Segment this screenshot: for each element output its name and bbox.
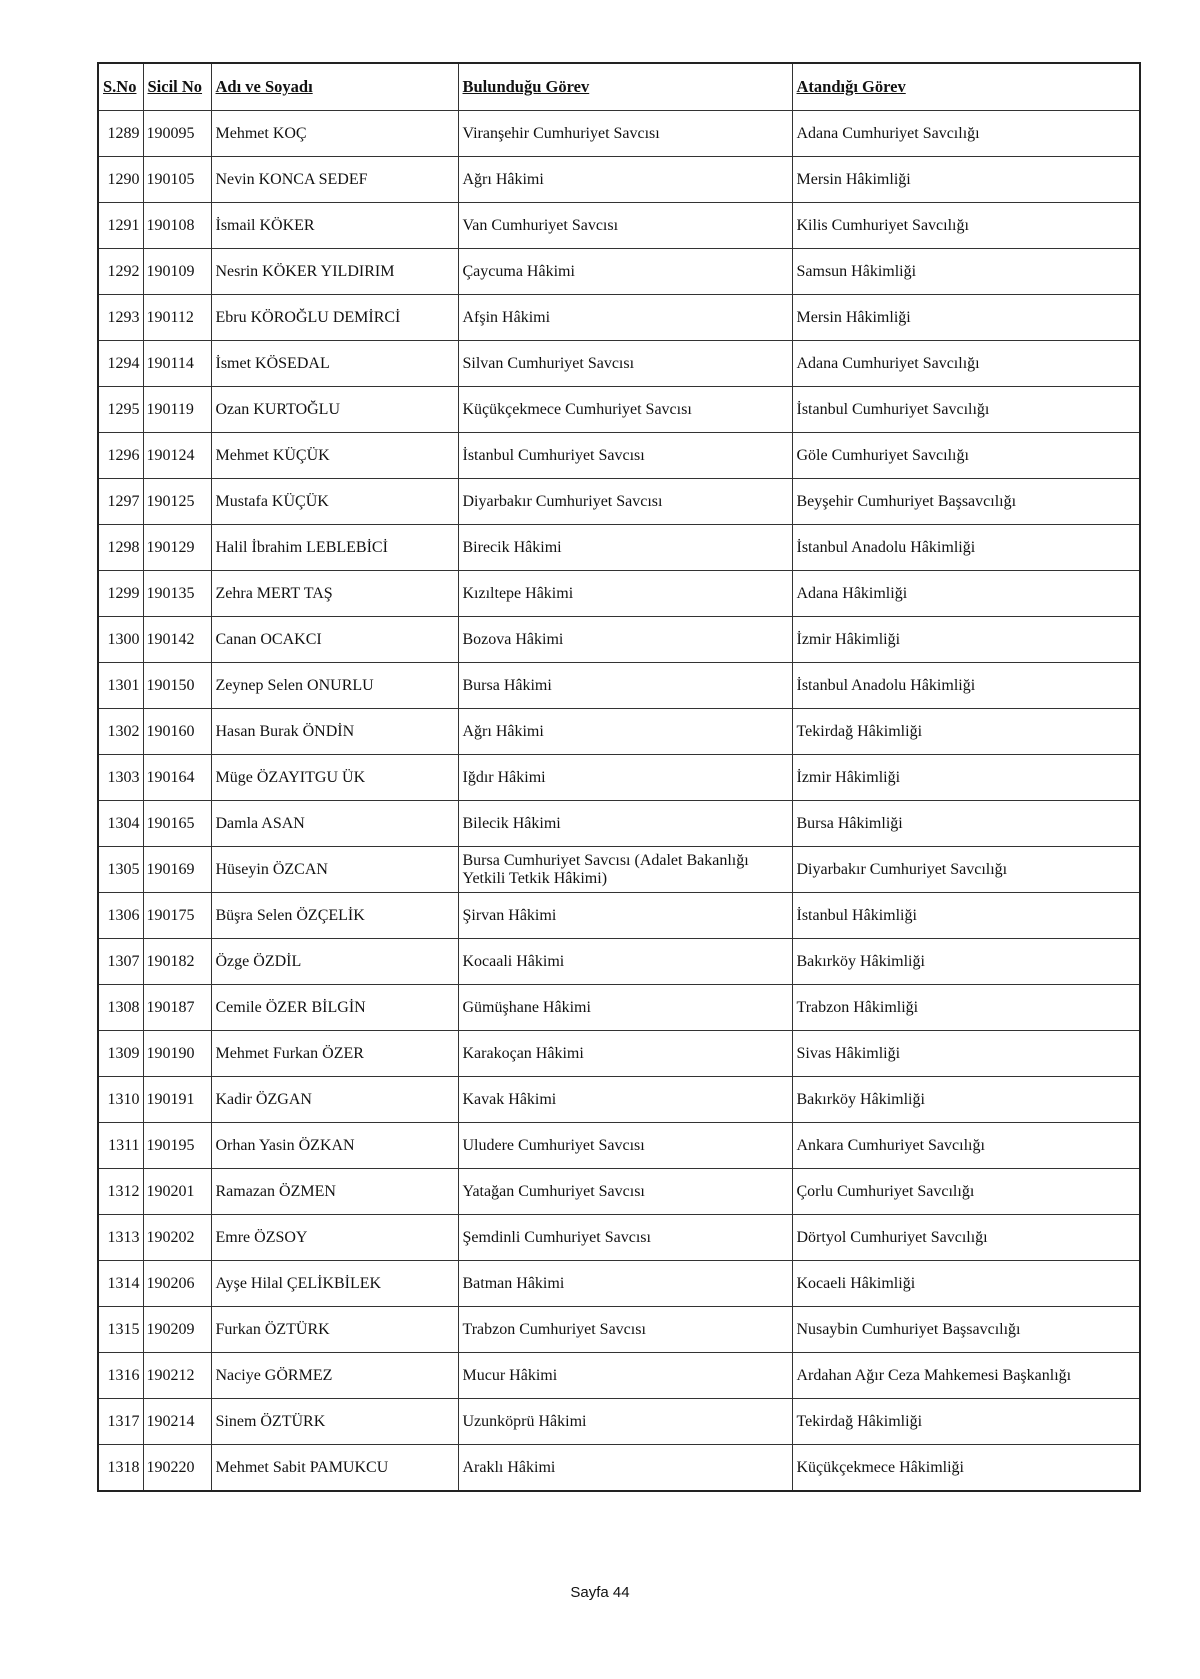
table-row [98, 1031, 1140, 1077]
cell-current-post: Şemdinli Cumhuriyet Savcısı [458, 1215, 792, 1261]
cell-assigned-post: Tekirdağ Hâkimliği [792, 1399, 1140, 1445]
table-body [98, 111, 1140, 1492]
cell-sno: 1296 [98, 433, 143, 479]
cell-current-post: Küçükçekmece Cumhuriyet Savcısı [458, 387, 792, 433]
cell-sno: 1301 [98, 663, 143, 709]
cell-name: Ozan KURTOĞLU [211, 387, 458, 433]
cell-sicil: 190182 [143, 939, 211, 985]
table-row [98, 755, 1140, 801]
cell-assigned-post: Adana Hâkimliği [792, 571, 1140, 617]
cell-current-post: Diyarbakır Cumhuriyet Savcısı [458, 479, 792, 525]
table-row [98, 295, 1140, 341]
cell-name: Kadir ÖZGAN [211, 1077, 458, 1123]
cell-sno: 1307 [98, 939, 143, 985]
table-row [98, 341, 1140, 387]
table-row [98, 985, 1140, 1031]
cell-current-post: Kocaali Hâkimi [458, 939, 792, 985]
cell-sno: 1291 [98, 203, 143, 249]
cell-sicil: 190108 [143, 203, 211, 249]
header-sicil: Sicil No [143, 63, 211, 111]
cell-assigned-post: Göle Cumhuriyet Savcılığı [792, 433, 1140, 479]
cell-sno: 1290 [98, 157, 143, 203]
cell-sno: 1317 [98, 1399, 143, 1445]
cell-sno: 1311 [98, 1123, 143, 1169]
cell-current-post: Iğdır Hâkimi [458, 755, 792, 801]
cell-sicil: 190129 [143, 525, 211, 571]
cell-assigned-post: İstanbul Anadolu Hâkimliği [792, 525, 1140, 571]
cell-assigned-post: Trabzon Hâkimliği [792, 985, 1140, 1031]
cell-name: Müge ÖZAYITGU ÜK [211, 755, 458, 801]
table-row [98, 1261, 1140, 1307]
cell-sno: 1295 [98, 387, 143, 433]
cell-assigned-post: Bakırköy Hâkimliği [792, 1077, 1140, 1123]
cell-current-post: Afşin Hâkimi [458, 295, 792, 341]
cell-name: Zehra MERT TAŞ [211, 571, 458, 617]
cell-sicil: 190124 [143, 433, 211, 479]
cell-name: Zeynep Selen ONURLU [211, 663, 458, 709]
cell-sno: 1303 [98, 755, 143, 801]
cell-sicil: 190160 [143, 709, 211, 755]
cell-assigned-post: Nusaybin Cumhuriyet Başsavcılığı [792, 1307, 1140, 1353]
cell-name: Naciye GÖRMEZ [211, 1353, 458, 1399]
cell-sicil: 190095 [143, 111, 211, 157]
cell-sicil: 190195 [143, 1123, 211, 1169]
table-row [98, 893, 1140, 939]
cell-name: Mehmet KÜÇÜK [211, 433, 458, 479]
cell-name: Ebru KÖROĞLU DEMİRCİ [211, 295, 458, 341]
cell-assigned-post: Ardahan Ağır Ceza Mahkemesi Başkanlığı [792, 1353, 1140, 1399]
cell-name: Mehmet KOÇ [211, 111, 458, 157]
table-row [98, 433, 1140, 479]
cell-sno: 1289 [98, 111, 143, 157]
cell-assigned-post: Küçükçekmece Hâkimliği [792, 1445, 1140, 1492]
cell-name: Damla ASAN [211, 801, 458, 847]
table-row [98, 1077, 1140, 1123]
cell-name: Halil İbrahim LEBLEBİCİ [211, 525, 458, 571]
cell-current-post: Ağrı Hâkimi [458, 157, 792, 203]
cell-current-post: Silvan Cumhuriyet Savcısı [458, 341, 792, 387]
cell-sicil: 190214 [143, 1399, 211, 1445]
cell-sicil: 190187 [143, 985, 211, 1031]
cell-current-post: Araklı Hâkimi [458, 1445, 792, 1492]
cell-current-post: Bilecik Hâkimi [458, 801, 792, 847]
cell-assigned-post: Beyşehir Cumhuriyet Başsavcılığı [792, 479, 1140, 525]
cell-assigned-post: Mersin Hâkimliği [792, 157, 1140, 203]
cell-sno: 1299 [98, 571, 143, 617]
cell-sno: 1313 [98, 1215, 143, 1261]
header-name: Adı ve Soyadı [211, 63, 458, 111]
table-row [98, 157, 1140, 203]
cell-name: Mustafa KÜÇÜK [211, 479, 458, 525]
cell-current-post: Kızıltepe Hâkimi [458, 571, 792, 617]
cell-sno: 1302 [98, 709, 143, 755]
cell-sicil: 190142 [143, 617, 211, 663]
cell-current-post: Kavak Hâkimi [458, 1077, 792, 1123]
cell-sicil: 190220 [143, 1445, 211, 1492]
cell-assigned-post: İzmir Hâkimliği [792, 617, 1140, 663]
cell-sicil: 190109 [143, 249, 211, 295]
table-row [98, 1353, 1140, 1399]
cell-sicil: 190201 [143, 1169, 211, 1215]
cell-current-post: Birecik Hâkimi [458, 525, 792, 571]
cell-sno: 1304 [98, 801, 143, 847]
cell-sno: 1316 [98, 1353, 143, 1399]
table-row [98, 525, 1140, 571]
cell-name: Orhan Yasin ÖZKAN [211, 1123, 458, 1169]
cell-sno: 1314 [98, 1261, 143, 1307]
cell-name: Mehmet Furkan ÖZER [211, 1031, 458, 1077]
table-row [98, 1215, 1140, 1261]
cell-name: İsmail KÖKER [211, 203, 458, 249]
cell-current-post: Uzunköprü Hâkimi [458, 1399, 792, 1445]
table-row [98, 571, 1140, 617]
cell-sno: 1305 [98, 847, 143, 893]
cell-name: Emre ÖZSOY [211, 1215, 458, 1261]
table-row [98, 1307, 1140, 1353]
header-assigned-post: Atandığı Görev [792, 63, 1140, 111]
cell-sno: 1318 [98, 1445, 143, 1492]
cell-name: Özge ÖZDİL [211, 939, 458, 985]
cell-sicil: 190175 [143, 893, 211, 939]
cell-sno: 1297 [98, 479, 143, 525]
table-header [98, 63, 1140, 111]
cell-sicil: 190169 [143, 847, 211, 893]
cell-current-post: Çaycuma Hâkimi [458, 249, 792, 295]
cell-sicil: 190105 [143, 157, 211, 203]
cell-name: Nesrin KÖKER YILDIRIM [211, 249, 458, 295]
cell-current-post: Karakoçan Hâkimi [458, 1031, 792, 1077]
cell-sno: 1294 [98, 341, 143, 387]
cell-current-post: Gümüşhane Hâkimi [458, 985, 792, 1031]
header-current-post: Bulunduğu Görev [458, 63, 792, 111]
cell-current-post: İstanbul Cumhuriyet Savcısı [458, 433, 792, 479]
cell-sno: 1310 [98, 1077, 143, 1123]
cell-sno: 1300 [98, 617, 143, 663]
cell-name: Nevin KONCA SEDEF [211, 157, 458, 203]
cell-sicil: 190191 [143, 1077, 211, 1123]
cell-current-post: Ağrı Hâkimi [458, 709, 792, 755]
cell-sicil: 190125 [143, 479, 211, 525]
cell-assigned-post: İstanbul Anadolu Hâkimliği [792, 663, 1140, 709]
table-row [98, 801, 1140, 847]
header-sno: S.No [98, 63, 143, 111]
cell-current-post: Bursa Hâkimi [458, 663, 792, 709]
table-row [98, 1445, 1140, 1492]
cell-assigned-post: Bursa Hâkimliği [792, 801, 1140, 847]
cell-current-post: Şirvan Hâkimi [458, 893, 792, 939]
table-row [98, 1169, 1140, 1215]
cell-current-post: Mucur Hâkimi [458, 1353, 792, 1399]
cell-assigned-post: Adana Cumhuriyet Savcılığı [792, 341, 1140, 387]
table-row [98, 1123, 1140, 1169]
cell-sicil: 190190 [143, 1031, 211, 1077]
cell-assigned-post: Adana Cumhuriyet Savcılığı [792, 111, 1140, 157]
cell-sno: 1292 [98, 249, 143, 295]
cell-sicil: 190206 [143, 1261, 211, 1307]
cell-current-post: Bozova Hâkimi [458, 617, 792, 663]
cell-name: Cemile ÖZER BİLGİN [211, 985, 458, 1031]
cell-assigned-post: Bakırköy Hâkimliği [792, 939, 1140, 985]
cell-current-post: Trabzon Cumhuriyet Savcısı [458, 1307, 792, 1353]
cell-sno: 1309 [98, 1031, 143, 1077]
cell-assigned-post: Kilis Cumhuriyet Savcılığı [792, 203, 1140, 249]
cell-sicil: 190135 [143, 571, 211, 617]
cell-name: Ayşe Hilal ÇELİKBİLEK [211, 1261, 458, 1307]
cell-name: Hüseyin ÖZCAN [211, 847, 458, 893]
cell-current-post: Yatağan Cumhuriyet Savcısı [458, 1169, 792, 1215]
table-row [98, 709, 1140, 755]
cell-name: Büşra Selen ÖZÇELİK [211, 893, 458, 939]
assignment-table [97, 62, 1141, 1492]
cell-assigned-post: Mersin Hâkimliği [792, 295, 1140, 341]
cell-sicil: 190112 [143, 295, 211, 341]
table-row [98, 249, 1140, 295]
cell-sicil: 190165 [143, 801, 211, 847]
cell-sno: 1312 [98, 1169, 143, 1215]
cell-sno: 1315 [98, 1307, 143, 1353]
table-row [98, 663, 1140, 709]
cell-assigned-post: Samsun Hâkimliği [792, 249, 1140, 295]
cell-name: Furkan ÖZTÜRK [211, 1307, 458, 1353]
cell-name: Ramazan ÖZMEN [211, 1169, 458, 1215]
cell-assigned-post: Kocaeli Hâkimliği [792, 1261, 1140, 1307]
cell-assigned-post: Tekirdağ Hâkimliği [792, 709, 1140, 755]
cell-sicil: 190209 [143, 1307, 211, 1353]
cell-current-post: Bursa Cumhuriyet Savcısı (Adalet Bakanlığı Yetkili Tetkik Hâkimi) [458, 847, 792, 893]
table-row [98, 1399, 1140, 1445]
cell-name: Hasan Burak ÖNDİN [211, 709, 458, 755]
cell-assigned-post: Sivas Hâkimliği [792, 1031, 1140, 1077]
cell-sicil: 190114 [143, 341, 211, 387]
cell-assigned-post: Çorlu Cumhuriyet Savcılığı [792, 1169, 1140, 1215]
table-row [98, 617, 1140, 663]
cell-current-post: Van Cumhuriyet Savcısı [458, 203, 792, 249]
cell-sicil: 190150 [143, 663, 211, 709]
cell-assigned-post: Diyarbakır Cumhuriyet Savcılığı [792, 847, 1140, 893]
table-row [98, 387, 1140, 433]
table-row [98, 847, 1140, 893]
table-row [98, 111, 1140, 157]
header-row [98, 63, 1140, 111]
cell-sno: 1306 [98, 893, 143, 939]
cell-name: Sinem ÖZTÜRK [211, 1399, 458, 1445]
cell-assigned-post: Ankara Cumhuriyet Savcılığı [792, 1123, 1140, 1169]
page-number: Sayfa 44 [570, 1584, 630, 1601]
cell-sno: 1308 [98, 985, 143, 1031]
cell-name: Mehmet Sabit PAMUKCU [211, 1445, 458, 1492]
cell-sicil: 190202 [143, 1215, 211, 1261]
cell-assigned-post: İstanbul Hâkimliği [792, 893, 1140, 939]
cell-sno: 1298 [98, 525, 143, 571]
cell-assigned-post: İzmir Hâkimliği [792, 755, 1140, 801]
cell-current-post: Viranşehir Cumhuriyet Savcısı [458, 111, 792, 157]
cell-assigned-post: Dörtyol Cumhuriyet Savcılığı [792, 1215, 1140, 1261]
table-row [98, 939, 1140, 985]
cell-sno: 1293 [98, 295, 143, 341]
cell-sicil: 190212 [143, 1353, 211, 1399]
cell-assigned-post: İstanbul Cumhuriyet Savcılığı [792, 387, 1140, 433]
cell-current-post: Batman Hâkimi [458, 1261, 792, 1307]
cell-name: İsmet KÖSEDAL [211, 341, 458, 387]
cell-sicil: 190119 [143, 387, 211, 433]
table-row [98, 203, 1140, 249]
cell-sicil: 190164 [143, 755, 211, 801]
table-row [98, 479, 1140, 525]
cell-current-post: Uludere Cumhuriyet Savcısı [458, 1123, 792, 1169]
cell-name: Canan OCAKCI [211, 617, 458, 663]
